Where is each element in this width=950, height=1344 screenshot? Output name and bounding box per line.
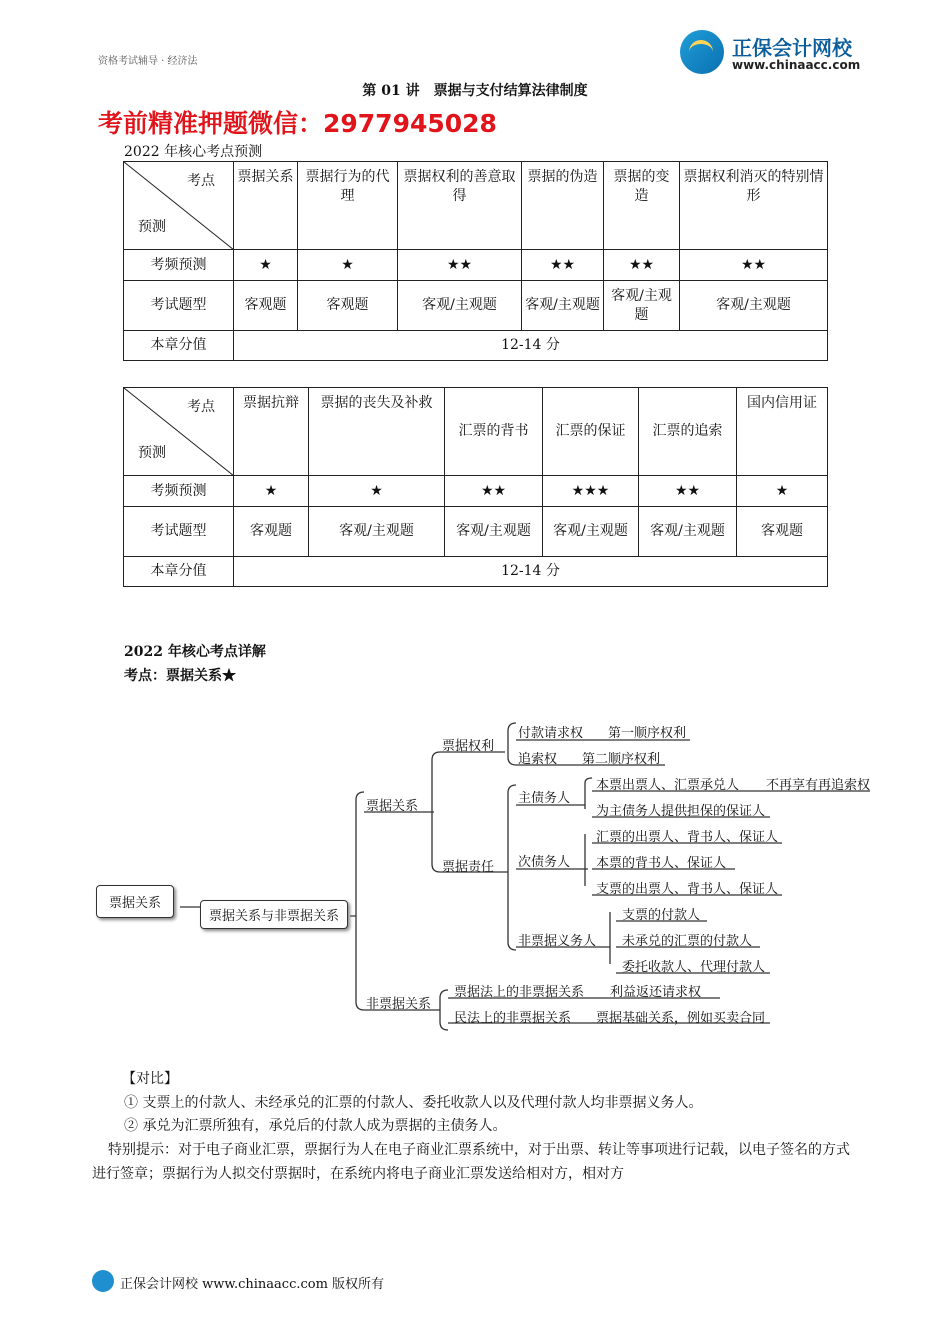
topic-head: 票据的伪造 — [522, 162, 604, 250]
topic-head: 票据的丧失及补救 — [309, 388, 445, 476]
brand-name: 正保会计网校 — [732, 36, 852, 60]
topic-head: 票据的变造 — [604, 162, 680, 250]
topic-head: 票据抗辩 — [234, 388, 309, 476]
forecast-table-1 — [123, 161, 828, 361]
node-s3: 支票的出票人、背书人、保证人 — [596, 882, 779, 897]
node-second: 次债务人 — [518, 855, 571, 870]
type-cell: 客观/主观题 — [604, 281, 680, 331]
type-cell: 客观/主观题 — [639, 507, 737, 557]
node-law1b: 利益返还请求权 — [610, 985, 702, 1000]
type-cell: 客观题 — [234, 507, 309, 557]
row-label: 考频预测 — [124, 476, 234, 507]
type-cell: 客观题 — [298, 281, 398, 331]
detail-heading: 2022 年核心考点详解 — [124, 644, 266, 660]
node-rights: 票据权利 — [442, 739, 495, 754]
freq-cell: ★ — [234, 476, 309, 507]
row-label: 考试题型 — [124, 507, 234, 557]
promo-banner: 考前精准押题微信：2977945028 — [98, 109, 497, 138]
node-n1: 支票的付款人 — [622, 908, 701, 923]
freq-cell: ★★ — [445, 476, 543, 507]
topic-head: 汇票的背书 — [445, 388, 543, 476]
type-cell: 客观/主观题 — [309, 507, 445, 557]
diag-bottom-label: 预测 — [138, 219, 166, 235]
row-label: 本章分值 — [124, 331, 234, 361]
freq-cell: ★★ — [680, 250, 828, 281]
topic-head: 汇票的追索 — [639, 388, 737, 476]
topic-head: 票据关系 — [234, 162, 298, 250]
node-r1b: 第一顺序权利 — [608, 726, 687, 741]
footer-copyright: 正保会计网校 www.chinaacc.com 版权所有 — [120, 1277, 385, 1292]
freq-cell: ★★★ — [543, 476, 639, 507]
node-r1: 付款请求权 — [518, 726, 584, 741]
mindmap-root: 票据关系 — [96, 885, 174, 918]
freq-cell: ★ — [737, 476, 828, 507]
diagonal-header — [124, 388, 234, 476]
type-cell: 客观题 — [234, 281, 298, 331]
node-m1b: 不再享有再追索权 — [766, 778, 871, 793]
score-cell: 12-14 分 — [234, 331, 828, 361]
brand-url[interactable]: www.chinaacc.com — [732, 58, 861, 72]
compare-item-1: ① 支票上的付款人、未经承兑的汇票的付款人、委托收款人以及代理付款人均非票据义务人。 — [124, 1095, 703, 1111]
node-main: 主债务人 — [518, 791, 571, 806]
type-cell: 客观题 — [737, 507, 828, 557]
row-label: 考试题型 — [124, 281, 234, 331]
node-law2: 民法上的非票据关系 — [454, 1011, 572, 1026]
node-n3: 委托收款人、代理付款人 — [622, 960, 766, 975]
topic-head: 票据行为的代理 — [298, 162, 398, 250]
node-nonob: 非票据义务人 — [518, 934, 597, 949]
node-law2b: 票据基础关系，例如买卖合同 — [596, 1011, 766, 1026]
node-s2: 本票的背书人、保证人 — [596, 856, 727, 871]
freq-cell: ★ — [234, 250, 298, 281]
node-m1: 本票出票人、汇票承兑人 — [596, 778, 740, 793]
compare-label: 【对比】 — [122, 1071, 178, 1087]
freq-cell: ★★ — [639, 476, 737, 507]
node-s1: 汇票的出票人、背书人、保证人 — [596, 830, 779, 845]
row-label: 本章分值 — [124, 557, 234, 587]
lecture-title: 第 01 讲 票据与支付结算法律制度 — [362, 83, 588, 99]
node-liab: 票据责任 — [442, 860, 495, 875]
node-n2: 未承兑的汇票的付款人 — [622, 934, 753, 949]
type-cell: 客观/主观题 — [398, 281, 522, 331]
brand-logo-icon — [680, 30, 724, 74]
topic-head: 汇票的保证 — [543, 388, 639, 476]
freq-cell: ★★ — [398, 250, 522, 281]
node-law1: 票据法上的非票据关系 — [454, 985, 585, 1000]
node-r2: 追索权 — [518, 752, 558, 767]
node-m2: 为主债务人提供担保的保证人 — [596, 804, 766, 819]
row-label: 考频预测 — [124, 250, 234, 281]
node-nonrel: 非票据关系 — [366, 997, 432, 1012]
detail-topic: 考点：票据关系★ — [124, 668, 236, 684]
mindmap-level1: 票据关系与非票据关系 — [200, 900, 348, 929]
footer-logo-icon — [92, 1270, 114, 1292]
special-tip: 特别提示：对于电子商业汇票，票据行为人在电子商业汇票系统中，对于出票、转让等事项进行记载，以电子签名的方式进行签章；票据行为人拟交付票据时，在系统内将电子商业汇票发送给相对方，相对方 — [92, 1142, 850, 1182]
freq-cell: ★★ — [522, 250, 604, 281]
topic-head: 票据权利的善意取得 — [398, 162, 522, 250]
freq-cell: ★★ — [604, 250, 680, 281]
freq-cell: ★ — [309, 476, 445, 507]
diag-top-label: 考点 — [187, 173, 215, 189]
freq-cell: ★ — [298, 250, 398, 281]
type-cell: 客观/主观题 — [522, 281, 604, 331]
type-cell: 客观/主观题 — [445, 507, 543, 557]
node-r2b: 第二顺序权利 — [582, 752, 661, 767]
compare-item-2: ② 承兑为汇票所独有，承兑后的付款人成为票据的主债务人。 — [124, 1118, 507, 1134]
score-cell: 12-14 分 — [234, 557, 828, 587]
topic-head: 国内信用证 — [737, 388, 828, 476]
header-mark: 资格考试辅导 · 经济法 — [98, 56, 198, 67]
type-cell: 客观/主观题 — [543, 507, 639, 557]
node-rel: 票据关系 — [366, 799, 419, 814]
forecast-table-2 — [123, 387, 828, 587]
diag-top-label: 考点 — [187, 399, 215, 415]
forecast-label: 2022 年核心考点预测 — [124, 144, 263, 160]
diag-bottom-label: 预测 — [138, 445, 166, 461]
topic-head: 票据权利消灭的特别情形 — [680, 162, 828, 250]
diagonal-header — [124, 162, 234, 250]
type-cell: 客观/主观题 — [680, 281, 828, 331]
